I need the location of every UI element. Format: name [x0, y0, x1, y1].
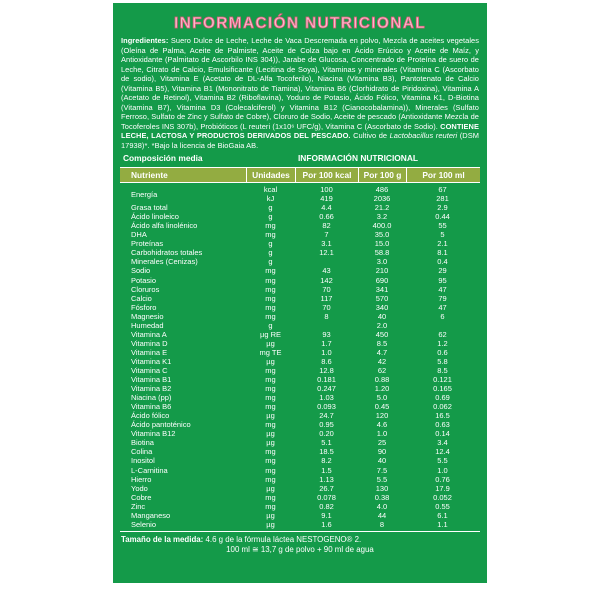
nutrient-value: 0.45 [374, 402, 390, 412]
nutrient-value: 15.0 [374, 239, 390, 249]
nutrient-name: Sodio [131, 266, 151, 276]
nutrient-name: Manganeso [131, 510, 171, 520]
nutrient-value: 117 [320, 293, 333, 303]
nutrient-value: mg [265, 447, 276, 457]
nutrient-value: mg [265, 456, 276, 466]
nutrient-value: µg [266, 429, 275, 439]
nutrient-value: mg [265, 492, 276, 502]
nutrient-value: 29 [438, 266, 447, 276]
nutrient-value: 25 [377, 438, 387, 448]
page-title: INFORMACIÓN NUTRICIONAL [173, 15, 427, 32]
nutrient-name: Vitamina C [131, 366, 168, 375]
nutrient-value: 0.6 [437, 347, 448, 357]
nutrient-value: 5.1 [321, 438, 332, 448]
nutrient-value: g [268, 212, 273, 222]
nutrient-value: 1.5 [321, 465, 332, 475]
nutrient-value: 62 [377, 366, 387, 375]
nutrient-value: 44 [377, 510, 387, 520]
nutrient-name: Vitamina K1 [131, 356, 172, 366]
nutrient-value: µg [266, 483, 275, 493]
nutrient-value: 100 [320, 185, 333, 195]
nutrient-name: Ácido alfa linolénico [131, 221, 198, 231]
nutrient-value: 0.69 [435, 393, 450, 403]
table-row [121, 357, 479, 366]
ingredients-label: Ingredientes: [121, 36, 169, 45]
nutrient-value: 24.7 [319, 411, 334, 421]
nutrient-name: Vitamina B12 [131, 429, 176, 439]
nutrient-value: 8.1 [437, 248, 448, 258]
nutrient-value: mg [265, 230, 276, 240]
nutrient-value: 0.052 [433, 492, 452, 502]
nutrient-name: Inositol [131, 456, 155, 466]
nutrition-label-panel [113, 3, 487, 583]
nutrient-value: 1.2 [437, 338, 448, 348]
table-row [121, 438, 479, 447]
nutrient-value: 419 [320, 194, 333, 204]
nutrient-value: 0.062 [433, 402, 452, 412]
nutrient-value: 8 [324, 311, 329, 321]
nutrient-value: 8 [379, 519, 385, 529]
table-row [121, 294, 479, 303]
ingredients-paragraph [121, 36, 479, 151]
nutrient-value: 3.0 [376, 257, 388, 267]
nutrient-value [406, 321, 479, 330]
header-por-100-ml: Por 100 ml [406, 168, 480, 183]
nutrient-value: µg [266, 338, 275, 348]
nutrient-value: g [268, 320, 273, 330]
nutrient-value: 3.1 [321, 239, 332, 249]
nutrient-value: µg RE [260, 329, 281, 339]
nutrient-value: 2.9 [437, 203, 448, 213]
table-row [121, 366, 479, 375]
table-row [121, 484, 479, 493]
nutrient-value: 9.1 [321, 510, 332, 520]
nutrient-value: 93 [322, 329, 331, 339]
nutrient-value: 6.1 [437, 510, 448, 520]
nutrient-value: 1.1 [437, 519, 448, 529]
nutrient-value: 281 [436, 194, 449, 204]
nutrient-value: 3.4 [437, 438, 448, 448]
nutrient-name: DHA [131, 230, 147, 240]
nutrient-value: 7.5 [376, 465, 388, 475]
header-por-100-kcal: Por 100 kcal [295, 168, 358, 183]
table-row [121, 375, 479, 384]
table-row [121, 475, 479, 484]
culture-suffix: (DSM 17938)*. *Bajo la licencia de BioGaia AB. [121, 131, 479, 151]
nutrient-value: 5.0 [376, 393, 388, 403]
header-unidades: Unidades [246, 168, 295, 183]
serving-size-footer [121, 535, 479, 555]
nutrient-name: Ácido linoleico [131, 212, 179, 222]
nutrient-value: 70 [322, 284, 331, 294]
nutrient-value: mg [265, 384, 276, 394]
nutrient-value: mg [265, 501, 276, 511]
nutrient-value: 1.6 [321, 519, 332, 529]
nutrient-value: 1.03 [319, 393, 334, 403]
nutrient-name: Magnesio [131, 311, 164, 321]
nutrient-name: Vitamina B1 [131, 375, 172, 385]
nutrient-value: mg [265, 375, 276, 385]
table-row [121, 257, 479, 266]
culture-species: Lactobacillus reuteri [389, 131, 458, 141]
nutrient-value: mg [265, 311, 276, 321]
nutrient-value [295, 321, 358, 330]
nutrient-value: 142 [320, 275, 333, 285]
table-row [121, 456, 479, 465]
nutrient-value: mg [265, 293, 276, 303]
nutrient-value: 1.13 [319, 474, 334, 484]
nutrient-value: µg [266, 411, 275, 421]
nutrient-value: g [268, 203, 273, 213]
nutrient-value: 5 [440, 230, 445, 240]
table-row [121, 239, 479, 248]
nutrient-name: Vitamina D [131, 338, 168, 348]
table-row [121, 466, 479, 475]
nutrient-value: 0.093 [317, 402, 336, 412]
nutrient-value: 0.121 [433, 375, 452, 385]
table-row [121, 276, 479, 285]
nutrient-name: Yodo [131, 483, 148, 493]
nutrient-value: 17.9 [435, 483, 450, 493]
table-row [121, 447, 479, 456]
nutrient-value: 79 [438, 293, 447, 303]
nutrient-value: 0.66 [319, 212, 334, 222]
nutrient-value: 0.14 [435, 429, 450, 439]
nutrient-value: 4.6 [376, 420, 388, 430]
nutrient-value: mg [265, 221, 276, 231]
nutrient-value: 0.247 [317, 384, 336, 394]
nutrient-value: 55 [438, 221, 447, 231]
nutrient-value: µg [266, 438, 275, 448]
nutrient-name: Selenio [131, 519, 157, 529]
nutrient-value: 0.95 [319, 420, 334, 430]
nutrient-value: 7 [324, 230, 329, 240]
nutrient-value: 8.5 [376, 338, 388, 348]
nutrient-value: 47 [438, 302, 447, 312]
section-right-label: INFORMACIÓN NUTRICIONAL [297, 152, 419, 163]
nutrient-value: 1.0 [376, 429, 388, 439]
nutrient-value: 3.2 [376, 212, 388, 222]
header-por-100-g: Por 100 g [358, 168, 406, 183]
nutrient-value: 2.1 [437, 239, 448, 249]
nutrient-value: 5.8 [437, 356, 448, 366]
nutrient-value: 8.5 [437, 366, 448, 375]
nutrient-value: 12.1 [319, 248, 334, 258]
nutrient-name: Ácido pantoténico [131, 420, 191, 430]
table-row [121, 330, 479, 339]
nutrient-value: 0.38 [374, 492, 390, 502]
table-row [121, 203, 479, 212]
nutrient-value: 18.5 [319, 447, 334, 457]
table-row [121, 266, 479, 275]
table-row [121, 411, 479, 420]
ingredients-body: Suero Dulce de Leche, Leche de Vaca Descremada en polvo, Mezcla de aceites vegetales (Oleína de Palma, Aceite de Palmiste, Aceite de Colza bajo en Ácido Erúcico y Aceite de Maíz, y Antioxidante (Palmitato de Ascorbilo INS 304)), Jarabe de Glucosa, Concentrado de Proteína de suero de Leche, Citrato de Calcio, Emulsificante (Lecitina de Soya), Vitaminas y minerales (Vitamina C (Ascorbato de sodio), Vitamina E (Acetato de DL-Alfa Tocoferilo), Niacina (Vitamina B3), Pantotenato de Calcio (Vitamina B5), Vitamina B1 (Mononitrato de Tiamina), Vitamina B6 (Clorhidrato de Piridoxina), Vitamina A (Acetato de Retinol), Vitamina B2 (Riboflavina), Yoduro de Potasio, Ácido Fólico, Vitamina K1, D-Biotina (Vitamina B7), Vitamina D3 (Colecalciferol) y Vitamina B12 (Cianocobalamina)), Minerales (Sulfato Ferroso, Sulfato de Zinc y Sulfato de Cobre), Cloruro de Sodio, Aceite de pescado (Antioxidante Mezcla de Tocoferoles INS 307b), Probióticos (L reuteri (1x10⁶ UFC/g), Vitamina C (Ascorbato de Sodio). [121, 36, 479, 131]
table-row [121, 212, 479, 221]
nutrient-value: 4.0 [376, 501, 388, 511]
nutrient-value: mg [265, 266, 276, 276]
preparation-line: 100 ml ≅ 13,7 g de polvo + 90 ml de agua [226, 544, 374, 554]
nutrient-value: 2036 [373, 194, 391, 204]
nutrient-name: Grasa total [131, 203, 168, 213]
nutrient-value: 62 [438, 329, 447, 339]
nutrient-name: Minerales (Cenizas) [131, 257, 198, 267]
nutrient-value: g [268, 239, 273, 249]
nutrient-value: 58.8 [374, 248, 390, 258]
table-row [121, 230, 479, 239]
footer-divider [120, 531, 480, 532]
header-nutriente: Nutriente [131, 169, 168, 180]
nutrient-value: 0.88 [374, 375, 390, 385]
nutrient-value: mg [265, 393, 276, 403]
nutrient-value: 0.165 [433, 384, 452, 394]
table-row [121, 303, 479, 312]
nutrient-value: mg [265, 474, 276, 484]
serving-size-line [121, 535, 479, 545]
nutrient-value: 8.6 [321, 356, 332, 366]
nutrient-value: mg [265, 402, 276, 412]
nutrient-name: Vitamina B2 [131, 384, 172, 394]
nutrient-value: 70 [322, 302, 331, 312]
table-row [121, 185, 479, 203]
nutrient-value: 35.0 [374, 230, 390, 240]
nutrient-value: 0.20 [319, 429, 334, 439]
nutrient-value: g [268, 257, 273, 267]
table-row [121, 221, 479, 230]
nutrient-value: 5.5 [376, 474, 388, 484]
nutrient-value: mg [265, 420, 276, 430]
table-row [121, 348, 479, 357]
nutrient-value: 42 [377, 356, 387, 366]
nutrient-value: 90 [377, 447, 387, 457]
nutrient-name: Humedad [131, 320, 164, 330]
nutrition-rows [121, 185, 479, 529]
nutrient-value: 0.55 [435, 501, 450, 511]
allergen-statement: CONTIENE LECHE, LACTOSA Y PRODUCTOS DERIVADOS DEL PESCADO. [121, 121, 479, 141]
table-row [121, 420, 479, 429]
nutrient-value: mg [265, 275, 276, 285]
table-header-row [120, 167, 480, 184]
nutrient-name: Zinc [131, 501, 146, 511]
nutrient-value: 486 [375, 185, 389, 195]
nutrient-value: 95 [438, 275, 447, 285]
nutrient-value: mg TE [259, 347, 282, 357]
nutrient-value: 0.76 [435, 474, 450, 484]
nutrient-value: 341 [375, 284, 389, 294]
nutrient-value: 1.20 [374, 384, 390, 394]
nutrient-value: 67 [438, 185, 447, 195]
nutrient-value: 130 [375, 483, 389, 493]
nutrient-value: 570 [375, 293, 389, 303]
nutrient-value: 0.4 [437, 257, 448, 267]
nutrient-value: 4.7 [376, 347, 388, 357]
nutrient-value: g [268, 248, 273, 258]
serving-size-text: 4.6 g de la fórmula láctea NESTOGENO® 2. [203, 534, 362, 544]
nutrient-value: kcal [263, 185, 278, 195]
table-row [121, 493, 479, 502]
nutrient-value: kJ [266, 194, 275, 204]
table-row [121, 339, 479, 348]
nutrient-value: µg [266, 519, 275, 529]
nutrient-value: 12.4 [435, 447, 450, 457]
section-left-label: Composición media [123, 152, 203, 163]
nutrient-value: 16.5 [435, 411, 450, 421]
nutrient-value: 8.2 [321, 456, 332, 466]
nutrient-name: Vitamina A [131, 329, 167, 339]
table-row [121, 384, 479, 393]
nutrient-value: 40 [377, 311, 387, 321]
nutrient-value: 0.181 [317, 375, 336, 385]
nutrient-value: 43 [322, 266, 331, 276]
nutrient-value: 0.44 [435, 212, 450, 222]
nutrient-name: Niacina (pp) [131, 393, 172, 403]
nutrient-name: Vitamina E [131, 347, 168, 357]
nutrient-name: Energía [131, 189, 158, 199]
nutrient-value: 21.2 [374, 203, 390, 213]
nutrient-name: Cobre [131, 492, 152, 502]
table-row [121, 402, 479, 411]
nutrient-value: 2.0 [376, 320, 388, 330]
table-row [121, 285, 479, 294]
nutrient-name: Proteínas [131, 239, 164, 249]
nutrient-value: 400.0 [372, 221, 392, 231]
nutrient-name: Hierro [131, 474, 152, 484]
nutrient-value: µg [266, 510, 275, 520]
nutrient-value: 210 [375, 266, 389, 276]
table-row [121, 429, 479, 438]
nutrient-name: L-Carnitina [131, 465, 168, 475]
nutrient-value: 690 [375, 275, 389, 285]
nutrient-name: Fósforo [131, 302, 157, 312]
nutrient-name: Ácido fólico [131, 411, 170, 421]
section-header [121, 153, 479, 165]
serving-size-label: Tamaño de la medida: [121, 534, 204, 544]
table-row [121, 502, 479, 511]
nutrient-name: Cloruros [131, 284, 160, 294]
nutrient-value: 0.63 [435, 420, 450, 430]
nutrient-value: 40 [377, 456, 387, 466]
nutrient-value: 47 [438, 284, 447, 294]
nutrient-value: mg [265, 284, 276, 294]
nutrient-name: Colina [131, 447, 153, 457]
table-row [121, 511, 479, 520]
nutrient-name: Biotina [131, 438, 154, 448]
table-row [121, 393, 479, 402]
nutrient-value: 1.0 [321, 347, 332, 357]
table-row [121, 321, 479, 330]
table-row [121, 248, 479, 257]
nutrient-value: 120 [375, 411, 389, 421]
nutrient-value: 12.8 [319, 366, 334, 375]
culture-prefix: Cultivo de [350, 131, 390, 141]
nutrient-value: 1.7 [321, 338, 332, 348]
table-row [121, 312, 479, 321]
nutrient-value: 4.4 [321, 203, 332, 213]
nutrient-value: 340 [375, 302, 389, 312]
nutrient-value: 0.078 [317, 492, 336, 502]
nutrient-value: 1.0 [437, 465, 448, 475]
nutrient-name: Calcio [131, 293, 152, 303]
nutrient-value: mg [265, 302, 276, 312]
nutrient-value: mg [265, 465, 276, 475]
nutrient-name: Carbohidratos totales [131, 248, 203, 258]
nutrient-value: 5.5 [437, 456, 448, 466]
nutrient-value: 82 [322, 221, 331, 231]
nutrient-name: Potasio [131, 275, 157, 285]
nutrient-value [295, 257, 358, 266]
nutrient-value: mg [265, 366, 276, 375]
nutrient-value: 26.7 [319, 483, 334, 493]
nutrient-value: µg [266, 356, 275, 366]
nutrient-name: Vitamina B6 [131, 402, 172, 412]
nutrient-value: 0.82 [319, 501, 334, 511]
table-row [121, 520, 479, 529]
nutrient-value: 6 [440, 311, 445, 321]
nutrient-value: 450 [375, 329, 389, 339]
